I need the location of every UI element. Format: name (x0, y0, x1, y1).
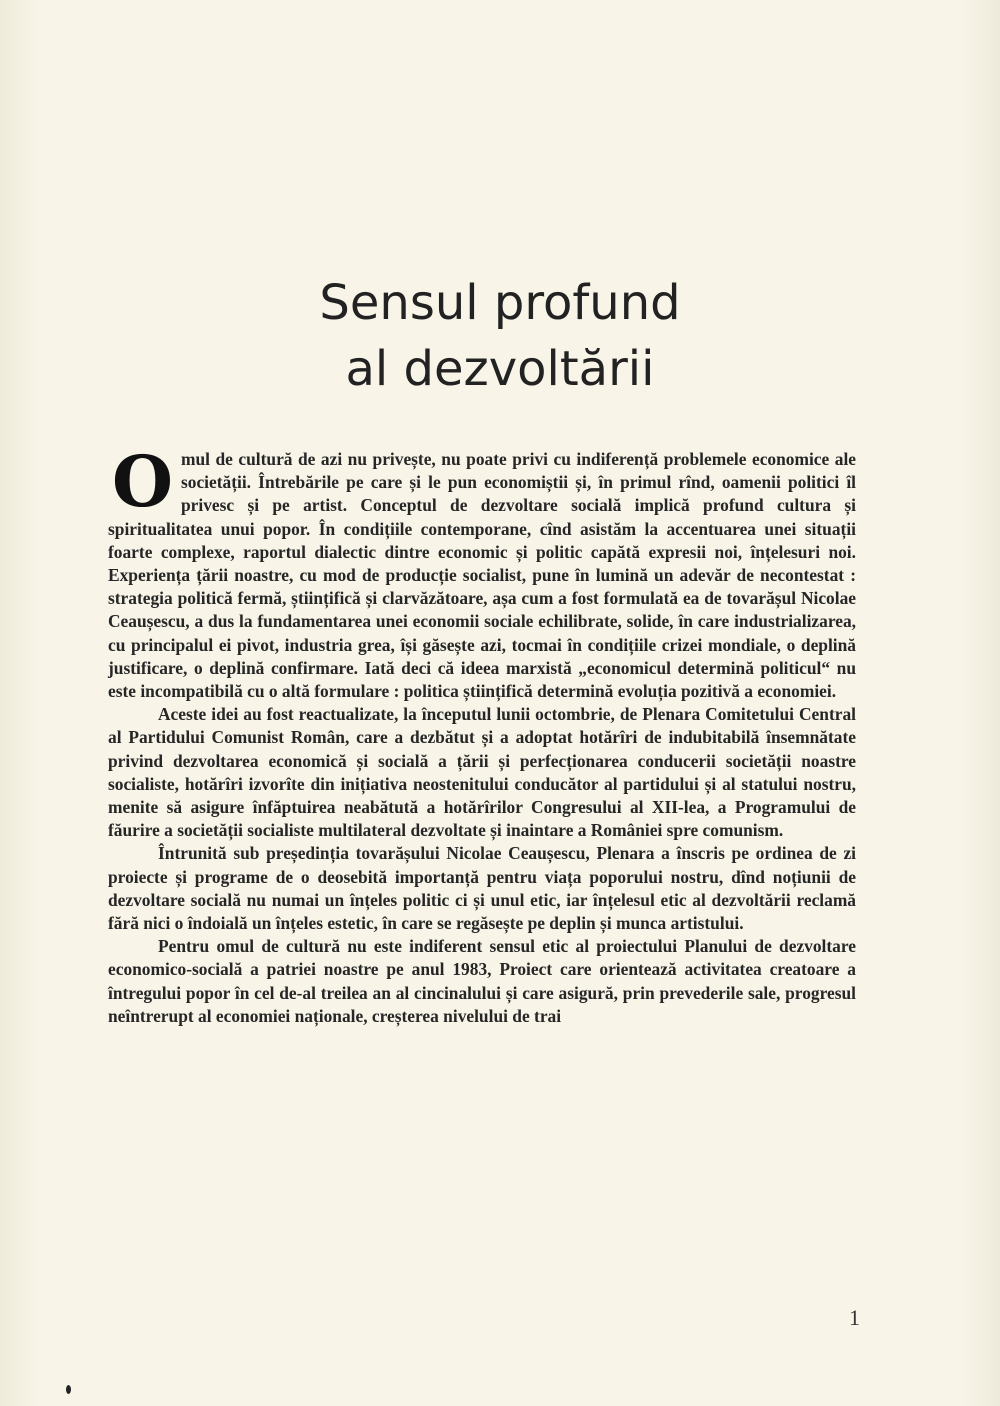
ink-speck (66, 1385, 71, 1394)
paragraph-1-text: mul de cultură de azi nu privește, nu poate privi cu indiferență problemele economice ale societății. Întrebările pe care și le pun economiștii și, în primul rînd, oamenii politici îl privesc și pe artist. Conceptul de dezvoltare socială implică profund cultura și spiritualitatea unui popor. În condițiile contemporane, cînd asistăm la accentuarea unei situații foarte complexe, raportul dialectic dintre economic și politic capătă expresii noi, înțelesuri noi. Experiența țării noastre, cu mod de producție socialist, pune în lumină un adevăr de necontestat : strategia politică fermă, științifică și clarvăzătoare, așa cum a fost formulată ea de tovarășul Nicolae Ceaușescu, a dus la fundamentarea unei economii sociale echilibrate, solide, în care industrializarea, cu principalul ei pivot, industria grea, își găsește azi, tocmai în condițiile crizei mondiale, o deplină justificare, o deplină confirmare. Iată deci că ideea marxistă „economicul determină politicul“ nu este incompatibilă cu o altă formulare : politica științifică determină evoluția pozitivă a economiei. (108, 449, 856, 702)
drop-cap: O (112, 440, 173, 523)
title-line-1: Sensul profund (319, 275, 681, 331)
page-title (0, 270, 1000, 402)
paragraph-2: Aceste idei au fost reactualizate, la începutul lunii octombrie, de Plenara Comitetului Central al Partidului Comunist Român, care a dezbătut și a adoptat hotărîri de indubitabilă însemnătate privind dezvoltarea economică și socială a țării și perfecționarea conducerii societății noastre socialiste, hotărîri izvorîte din inițiativa neostenitului conducător al partidului și al statului nostru, menite să asigure înfăptuirea neabătută a hotărîrilor Congresului al XII-lea, a Programului de făurire a societății socialiste multilateral dezvoltate și inaintare a României spre comunism. (108, 704, 856, 841)
paragraph-1 (108, 440, 856, 703)
paragraph-3: Întrunită sub președinția tovarășului Nicolae Ceaușescu, Plenara a înscris pe ordinea de zi proiecte și programe de o deosebită importanță pentru viața poporului nostru, dînd noțiunii de dezvoltare socială nu numai un înțeles politic ci și unul etic, iar înțelesul etic al dezvoltării reclamă fără nici o îndoială un înțeles estetic, în care se regăsește pe deplin și munca artistului. (108, 843, 856, 934)
paragraph-4: Pentru omul de cultură nu este indiferent sensul etic al proiectului Planului de dezvoltare economico-socială a patriei noastre pe anul 1983, Proiect care orientează activitatea creatoare a întregului popor în cel de-al treilea an al cincinalului și care asigură, prin prevederile sale, progresul neîntrerupt al economiei naționale, creșterea nivelului de trai (108, 936, 856, 1026)
title-line-2: al dezvoltării (345, 341, 655, 397)
page-number: 1 (849, 1305, 860, 1330)
article-body (108, 440, 856, 1028)
